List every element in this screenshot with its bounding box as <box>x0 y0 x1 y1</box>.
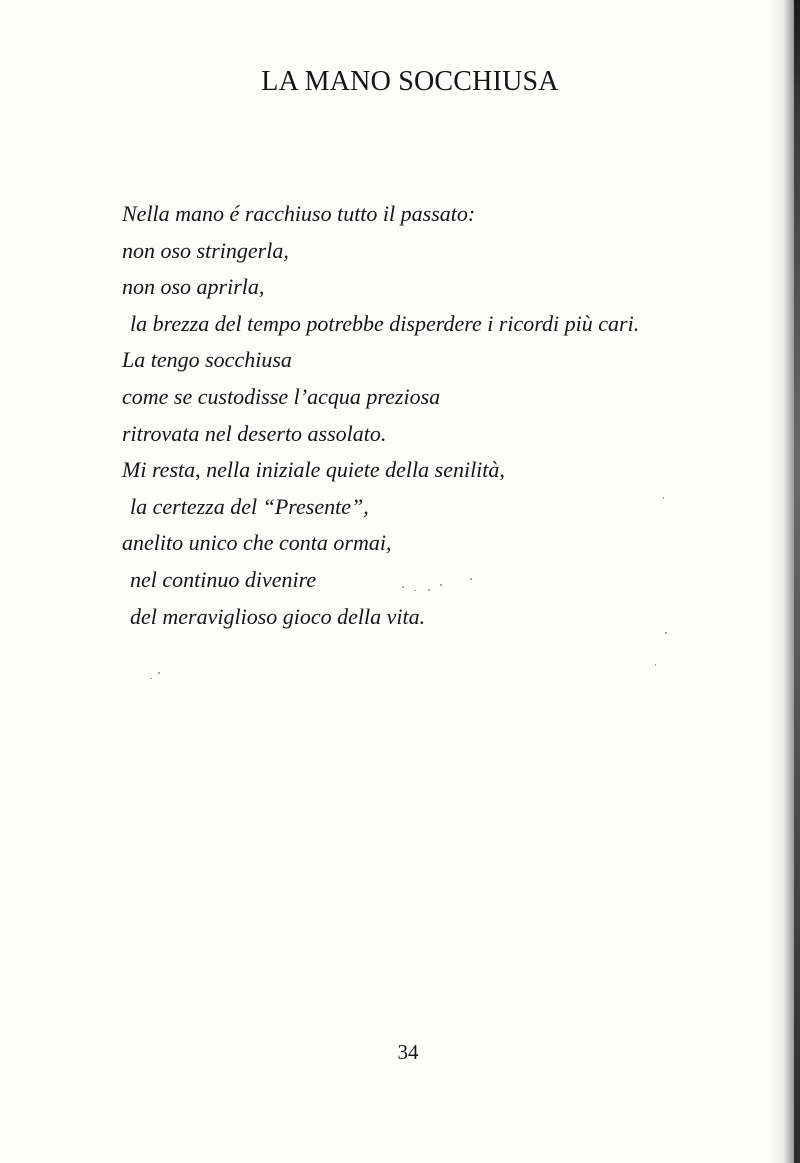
poem-line: non oso aprirla, <box>122 274 265 300</box>
scan-speck <box>158 672 160 674</box>
scan-speck <box>655 664 656 666</box>
poem-line: la brezza del tempo potrebbe disperdere i ricordi più cari. <box>130 310 640 336</box>
poem-line: Nella mano é racchiuso tutto il passato: <box>122 201 476 226</box>
scan-speck <box>414 590 416 591</box>
poem-line: ritrovata nel deserto assolato. <box>122 420 387 446</box>
book-binding-edge <box>794 0 800 1163</box>
page-number: 34 <box>397 1040 419 1064</box>
page-title: LA MANO SOCCHIUSA <box>261 66 559 97</box>
scan-speck <box>428 589 430 591</box>
poem-line: come se custodisse l’acqua preziosa <box>122 383 441 409</box>
poem-line: anelito unico che conta ormai, <box>122 530 392 556</box>
poem-line: nel continuo divenire <box>130 566 317 592</box>
scan-speck <box>402 586 404 588</box>
scan-speck <box>470 578 472 580</box>
scan-speck <box>665 632 667 634</box>
poem-line: La tengo socchiusa <box>122 347 292 373</box>
poem-line: del meraviglioso gioco della vita. <box>130 603 426 629</box>
scan-speck <box>663 497 664 499</box>
poem-body <box>122 196 742 635</box>
poem-line: la certezza del “Presente”, <box>130 493 369 519</box>
poem-line: Mi resta, nella iniziale quiete della senilità, <box>122 457 505 483</box>
poem-line: non oso stringerla, <box>122 237 289 263</box>
scan-speck <box>440 584 442 586</box>
scan-speck <box>150 678 152 679</box>
